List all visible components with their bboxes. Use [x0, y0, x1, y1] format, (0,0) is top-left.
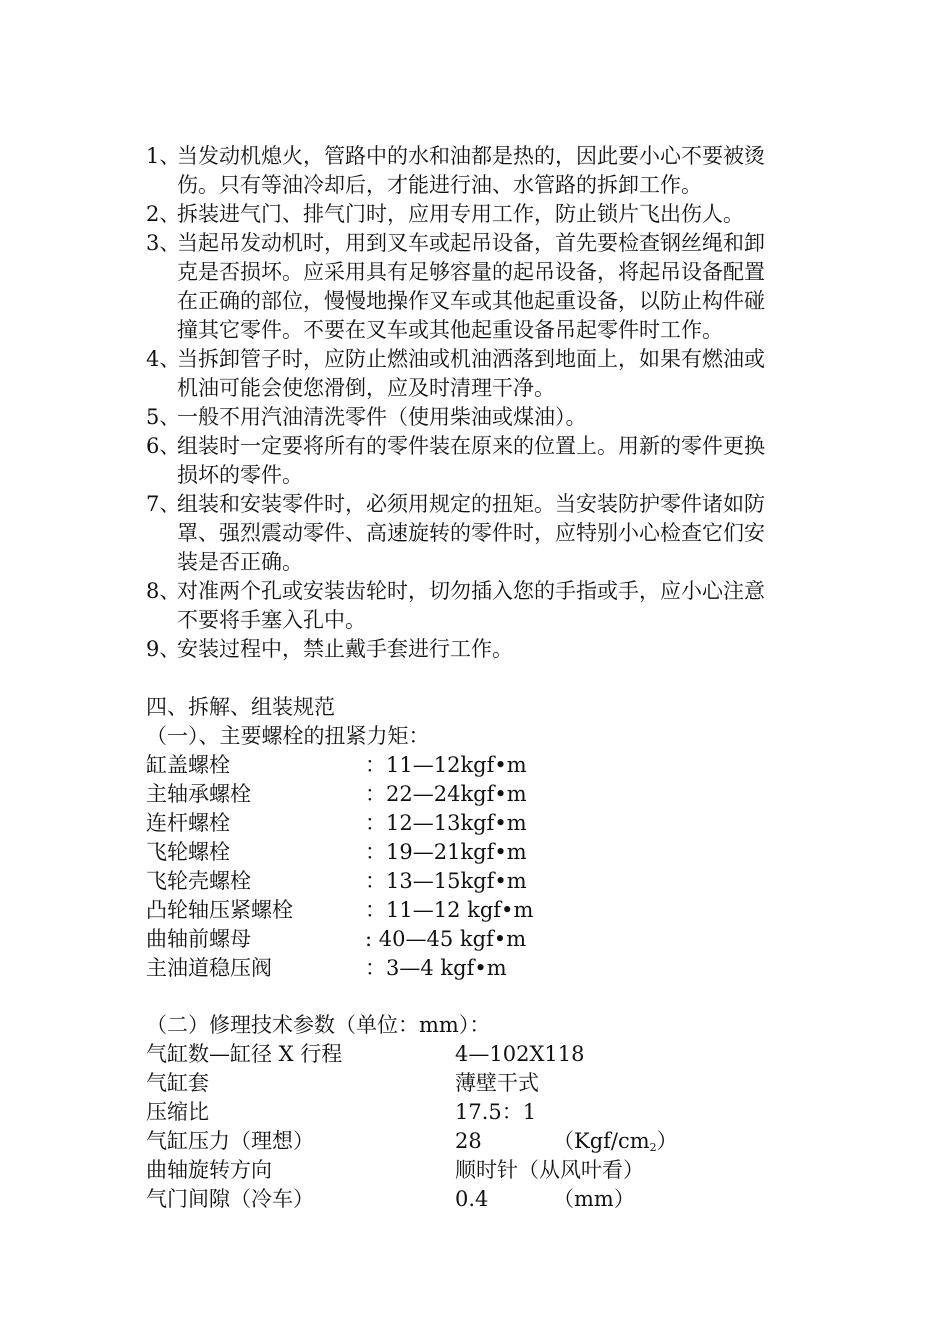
item-number: 1、: [146, 144, 181, 168]
item-text: 在正确的部位，慢慢地操作叉车或其他起重设备，以防止构件碰: [177, 289, 765, 313]
item-text: 不要将手塞入孔中。: [177, 608, 366, 632]
torque-name: 缸盖螺栓: [146, 753, 230, 777]
torque-value: ：13—15kgf•m: [365, 869, 527, 893]
torque-name: 曲轴前螺母: [146, 927, 251, 951]
document-page: 1、 当发动机熄火，管路中的水和油都是热的，因此要小心不要被烫 伤。只有等油冷却后，才能进行油、水管路的拆卸工作。 2、 拆装进气门、排气门时，应用专用工作，防止锁片飞出伤人。 3、 当起吊发动机时，用到叉车或起吊设备，首先要检查钢丝绳和卸 克是否损坏。应采用具有足够容量的起吊设备，将起吊设备配置 在正确的部位，慢慢地操作叉车或其他起重设备，以防止构件碰 撞其它零件。不要在叉车或其他起重设备吊起零件时工作。 4、 当拆卸管子时，应防止燃油或机油洒落到地面上，如果有燃油或 机油可能会使您滑倒，应及时清理干净。 5、 一般不用汽油清洗零件（使用柴油或煤油）。 6、 组装时一定要将所有的零件装在原来的位置上。用新的零件更换 损坏的零件。 7、 组装和安装零件时，必须用规定的扭矩。当安装防护零件诸如防 罩、强烈震动零件、高速旋转的零件时，应特别小心检查它们安 装是否正确。 8、 对准两个孔或安装齿轮时，切勿插入您的手指或手，应小心注意 不要将手塞入孔中。 9、 安装过程中，禁止戴手套进行工作。 四、拆解、组装规范 （一）、主要螺栓的扭紧力矩： 缸盖螺栓 ：11—12kgf•m 主轴承螺栓 ：22—24kgf•m 连杆螺栓 ：12—13kgf•m 飞轮螺栓 ：19—21kgf•m 飞轮壳螺栓 ：13—15kgf•m 凸轮轴压紧螺栓 ：11—12 kgf•m 曲轴前螺母 : 40—45 kgf•m 主油道稳压阀 ：3—4 kgf•m （二）修理技术参数（单位：mm）： 气缸数—缸径 X 行程 4—102X118 气缸套 薄壁干式 压缩比 17.5：1 气缸压力（理想） 28 $(Kgf/cm_2)$ 曲轴旋转方向 顺时针（从风叶看） 气门间隙（冷车） 0.4 （mm）: [0, 0, 950, 1344]
item-number: 6、: [146, 434, 181, 458]
item-text: 撞其它零件。不要在叉车或其他起重设备吊起零件时工作。: [177, 318, 723, 342]
item-text: 当拆卸管子时，应防止燃油或机油洒落到地面上，如果有燃油或: [177, 347, 765, 371]
param-unit: （mm）: [553, 1187, 635, 1211]
param-value: 薄壁干式: [455, 1071, 539, 1095]
param-name: 压缩比: [146, 1100, 209, 1124]
item-number: 3、: [146, 231, 181, 255]
param-value: 顺时针（从风叶看）: [455, 1158, 644, 1182]
item-number: 2、: [146, 202, 181, 226]
param-value: 4—102X118: [455, 1042, 585, 1066]
param-name: 曲轴旋转方向: [146, 1158, 272, 1182]
torque-name: 主轴承螺栓: [146, 782, 251, 806]
item-text: 组装和安装零件时，必须用规定的扭矩。当安装防护零件诸如防: [177, 492, 765, 516]
item-text: 装是否正确。: [177, 550, 303, 574]
torque-value: : 40—45 kgf•m: [365, 927, 527, 951]
torque-value: ：11—12 kgf•m: [365, 898, 534, 922]
item-text: 组装时一定要将所有的零件装在原来的位置上。用新的零件更换: [177, 434, 765, 458]
torque-name: 连杆螺栓: [146, 811, 230, 835]
torque-name: 飞轮螺栓: [146, 840, 230, 864]
torque-value: ：3—4 kgf•m: [365, 956, 507, 980]
param-value: 17.5：1: [455, 1100, 537, 1124]
item-number: 9、: [146, 637, 181, 661]
item-text: 伤。只有等油冷却后，才能进行油、水管路的拆卸工作。: [177, 173, 702, 197]
param-unit: $(Kgf/cm_2)$: [553, 1129, 678, 1154]
param-value: 28: [455, 1129, 482, 1153]
param-name: 气缸压力（理想）: [146, 1129, 314, 1153]
torque-value: ：12—13kgf•m: [365, 811, 527, 835]
param-name: 气门间隙（冷车）: [146, 1187, 314, 1211]
param-value: 0.4: [455, 1187, 489, 1211]
item-text: 拆装进气门、排气门时，应用专用工作，防止锁片飞出伤人。: [177, 202, 744, 226]
item-text: 当发动机熄火，管路中的水和油都是热的，因此要小心不要被烫: [177, 144, 765, 168]
item-text: 对准两个孔或安装齿轮时，切勿插入您的手指或手，应小心注意: [177, 579, 765, 603]
item-text: 罩、强烈震动零件、高速旋转的零件时，应特别小心检查它们安: [177, 521, 765, 545]
item-number: 8、: [146, 579, 181, 603]
item-text: 损坏的零件。: [177, 463, 303, 487]
item-number: 5、: [146, 405, 181, 429]
param-name: 气缸数—缸径 X 行程: [146, 1042, 343, 1066]
item-text: 机油可能会使您滑倒，应及时清理干净。: [177, 376, 555, 400]
torque-name: 主油道稳压阀: [146, 956, 272, 980]
item-text: 克是否损坏。应采用具有足够容量的起吊设备，将起吊设备配置: [177, 260, 765, 284]
torque-value: ：22—24kgf•m: [365, 782, 527, 806]
item-number: 7、: [146, 492, 181, 516]
param-name: 气缸套: [146, 1071, 209, 1095]
torque-value: ：11—12kgf•m: [365, 753, 527, 777]
item-number: 4、: [146, 347, 181, 371]
item-text: 安装过程中，禁止戴手套进行工作。: [177, 637, 513, 661]
item-text: 一般不用汽油清洗零件（使用柴油或煤油）。: [177, 405, 587, 429]
torque-name: 飞轮壳螺栓: [146, 869, 251, 893]
item-text: 当起吊发动机时，用到叉车或起吊设备，首先要检查钢丝绳和卸: [177, 231, 765, 255]
torque-name: 凸轮轴压紧螺栓: [146, 898, 293, 922]
torque-value: ：19—21kgf•m: [365, 840, 527, 864]
